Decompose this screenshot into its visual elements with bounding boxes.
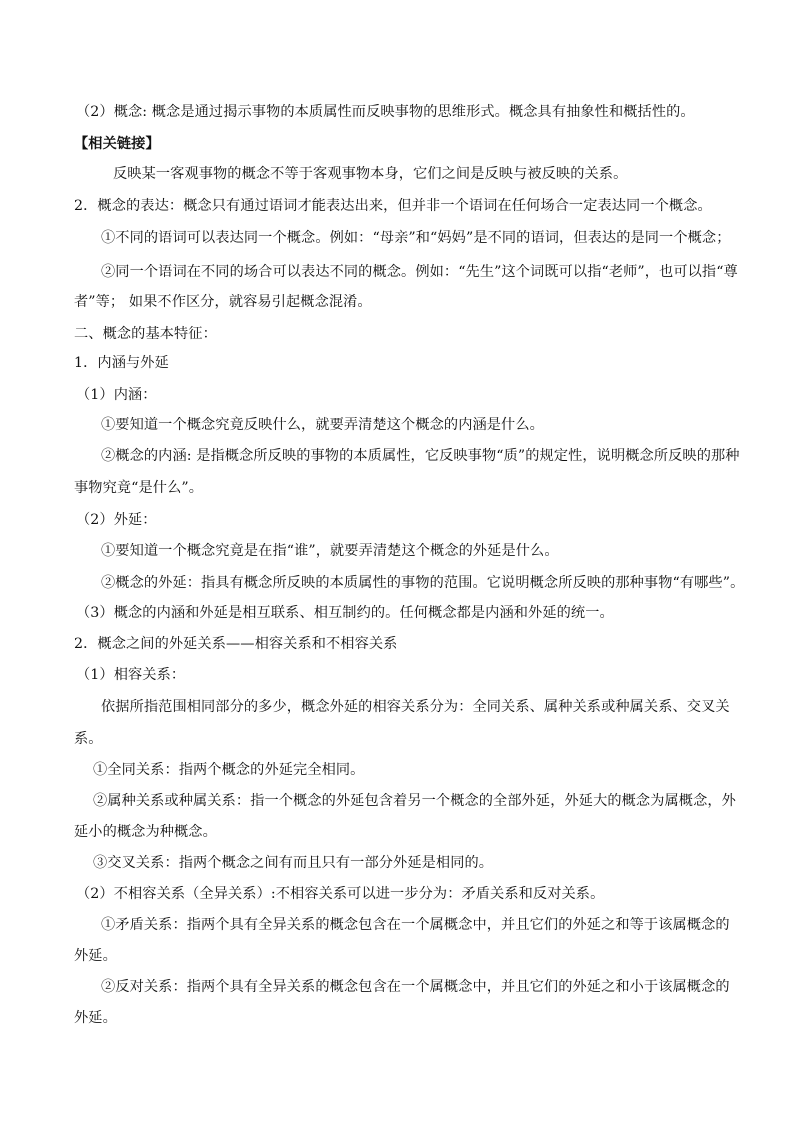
genus-species-relation: ②属种关系或种属关系：指一个概念的外延包含着另一个概念的全部外延，外延大的概念为属概念，外 (93, 793, 736, 809)
heading-extension-relations: 2．概念之间的外延关系——相容关系和不相容关系 (74, 636, 398, 652)
identity-relation: ①全同关系：指两个概念的外延完全相同。 (93, 762, 365, 778)
heading-compatible-relation: （1）相容关系： (76, 667, 186, 683)
extension-point-1: ①要知道一个概念究竟是在指“谁”，就要弄清楚这个概念的外延是什么。 (101, 543, 559, 559)
intension-extension-unity: （3）概念的内涵和外延是相互联系、相互制约的。任何概念都是内涵和外延的统一。 (76, 605, 614, 621)
heading-incompatible-relation: （2）不相容关系（全异关系）:不相容关系可以进一步分为：矛盾关系和反对关系。 (76, 886, 605, 902)
section-heading-basic-features: 二、概念的基本特征： (74, 326, 217, 342)
intension-point-2: ②概念的内涵: 是指概念所反映的事物的本质属性，它反映事物“质”的规定性，说明概念所反映的那种 (101, 448, 740, 464)
heading-extension: （2）外延： (76, 512, 157, 528)
expression-point-2-cont: 者”等； 如果不作区分，就容易引起概念混淆。 (74, 294, 372, 310)
contradictory-relation-cont: 外延。 (74, 948, 117, 964)
contradictory-relation: ①矛盾关系：指两个具有全异关系的概念包含在一个属概念中，并且它们的外延之和等于该属概念的 (101, 917, 730, 933)
compatible-relation-intro: 依据所指范围相同部分的多少，概念外延的相容关系分为：全同关系、属种关系或种属关系、交叉关 (101, 699, 730, 715)
heading-intension: （1）内涵： (76, 387, 157, 403)
related-link-heading: 【相关链接】 (74, 136, 160, 152)
contrary-relation-cont: 外延。 (74, 1010, 117, 1026)
contrary-relation: ②反对关系：指两个具有全异关系的概念包含在一个属概念中，并且它们的外延之和小于该属概念的 (101, 979, 730, 995)
heading-intension-extension: 1．内涵与外延 (74, 355, 169, 371)
intersection-relation: ③交叉关系：指两个概念之间有而且只有一部分外延是相同的。 (93, 855, 494, 871)
intension-point-1: ①要知道一个概念究竟反映什么，就要弄清楚这个概念的内涵是什么。 (101, 417, 544, 433)
expression-point-2: ②同一个语词在不同的场合可以表达不同的概念。例如：“先生”这个词既可以指“老师”，也可以指“尊 (101, 264, 738, 280)
related-link-text: 反映某一客观事物的概念不等于客观事物本身，它们之间是反映与被反映的关系。 (113, 166, 628, 182)
genus-species-relation-cont: 延小的概念为种概念。 (74, 824, 217, 840)
concept-definition-line: （2）概念: 概念是通过揭示事物的本质属性而反映事物的思维形式。概念具有抽象性和概括性的。 (76, 104, 695, 120)
expression-point-1: ①不同的语词可以表达同一个概念。例如：“母亲”和“妈妈”是不同的语词，但表达的是同一个概念； (101, 230, 731, 246)
concept-expression-heading: 2．概念的表达：概念只有通过语词才能表达出来，但并非一个语词在任何场合一定表达同一个概念。 (74, 198, 712, 214)
intension-point-2-cont: 事物究竟“是什么”。 (74, 480, 204, 496)
compatible-relation-intro-cont: 系。 (74, 731, 103, 747)
extension-point-2: ②概念的外延：指具有概念所反映的本质属性的事物的范围。它说明概念所反映的那种事物“有哪些”。 (101, 575, 745, 591)
